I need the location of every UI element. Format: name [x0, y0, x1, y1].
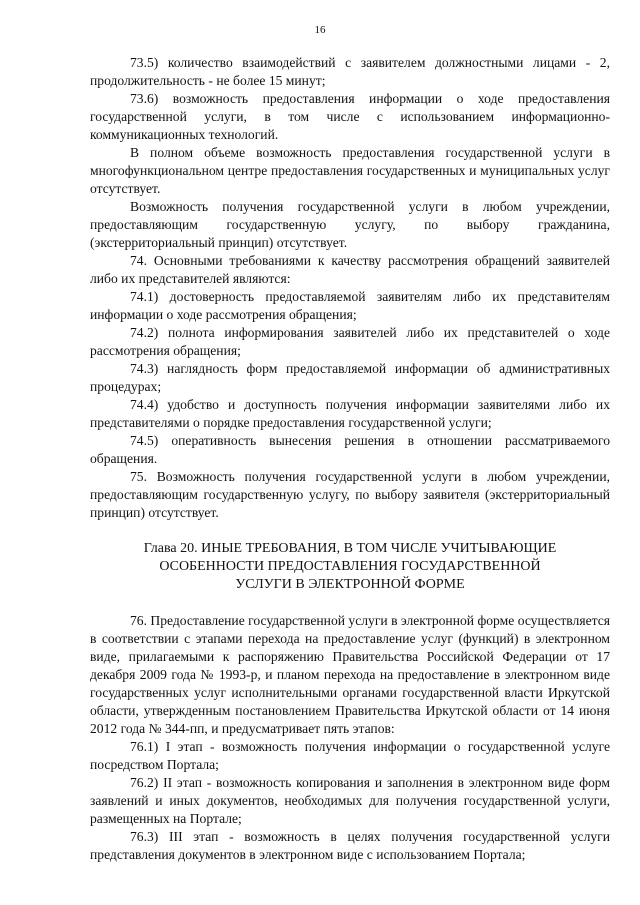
- paragraph: 74.1) достоверность предоставляемой заявителям либо их представителям информации о ходе рассмотрения обращения;: [90, 289, 610, 322]
- paragraph: 74.3) наглядность форм предоставляемой информации об административных процедурах;: [90, 361, 610, 394]
- paragraph: 76.3) III этап - возможность в целях получения государственной услуги представления документов в электронном виде с использованием Портала;: [90, 829, 610, 862]
- chapter-heading-line: ОСОБЕННОСТИ ПРЕДОСТАВЛЕНИЯ ГОСУДАРСТВЕННОЙ: [159, 559, 541, 574]
- paragraph: 74.4) удобство и доступность получения информации заявителями либо их представителями о порядке предоставления государственной услуги;: [90, 397, 610, 430]
- paragraph: 74.5) оперативность вынесения решения в отношении рассматриваемого обращения.: [90, 433, 610, 466]
- paragraph: 73.6) возможность предоставления информации о ходе предоставления государственной услуги, в том числе с использованием информационно-коммуникационных технологий.: [90, 91, 610, 142]
- chapter-heading-line: Глава 20. ИНЫЕ ТРЕБОВАНИЯ, В ТОМ ЧИСЛЕ УЧИТЫВАЮЩИЕ: [143, 541, 557, 556]
- paragraph: В полном объеме возможность предоставления государственной услуги в многофункциональном центре предоставления государственных и муниципальных услуг отсутствует.: [90, 145, 610, 196]
- chapter-heading-line: УСЛУГИ В ЭЛЕКТРОННОЙ ФОРМЕ: [235, 577, 465, 592]
- paragraph: 75. Возможность получения государственной услуги в любом учреждении, предоставляющим государственную услугу, по выбору заявителя (экстерриториальный принцип) отсутствует.: [90, 469, 610, 520]
- page-content: [90, 54, 610, 864]
- paragraph: 76. Предоставление государственной услуги в электронной форме осуществляется в соответствии с этапами перехода на предоставление услуг (функций) в электронном виде, прилагаемыми к распоряжению Правительства Российской Федерации от 17 декабря 2009 года № 1993-р, и планом перехода на предоставление в электронном виде государственных услуг исполнительными органами государственной власти Иркутской области, утвержденным постановлением Правительства Иркутской области от 14 июня 2012 года № 344-пп, и предусматривает пять этапов:: [90, 613, 610, 736]
- chapter-heading: [90, 540, 610, 594]
- paragraph: 73.5) количество взаимодействий с заявителем должностными лицами - 2, продолжительность - не более 15 минут;: [90, 55, 610, 88]
- paragraph: 74.2) полнота информирования заявителей либо их представителей о ходе рассмотрения обращения;: [90, 325, 610, 358]
- paragraph: 76.2) II этап - возможность копирования и заполнения в электронном виде форм заявлений и иных документов, необходимых для получения государственной услуги, размещенных на Портале;: [90, 775, 610, 826]
- paragraph: Возможность получения государственной услуги в любом учреждении, предоставляющим государственную услугу, по выбору гражданина, (экстерриториальный принцип) отсутствует.: [90, 199, 610, 250]
- paragraph: 76.1) I этап - возможность получения информации о государственной услуге посредством Портала;: [90, 739, 610, 772]
- paragraph: 74. Основными требованиями к качеству рассмотрения обращений заявителей либо их представителей являются:: [90, 253, 610, 286]
- page-number: 16: [314, 24, 326, 36]
